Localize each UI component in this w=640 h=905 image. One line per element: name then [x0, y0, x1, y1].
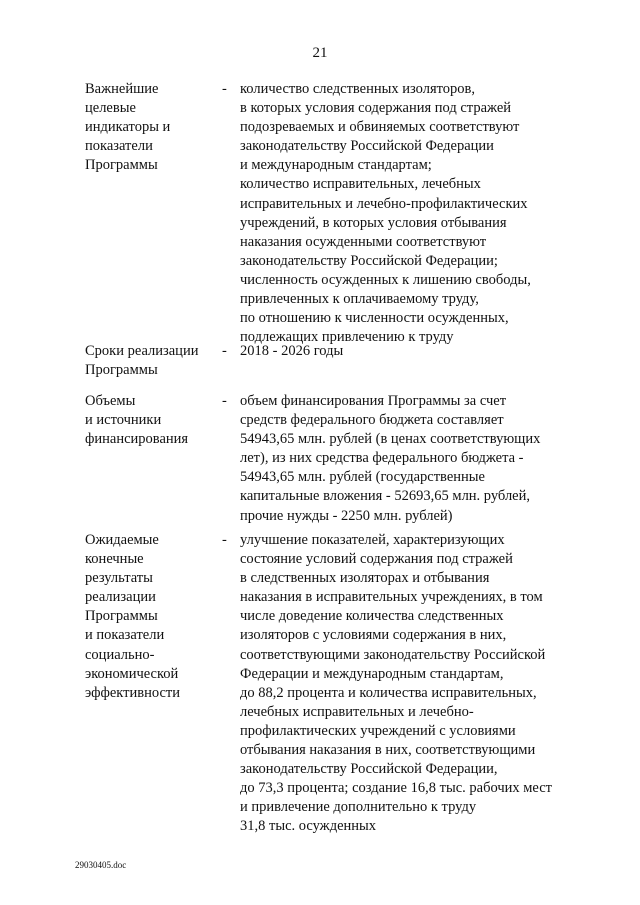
dash-separator: - [222, 81, 227, 97]
section-label: Сроки реализации Программы [85, 343, 199, 379]
dash-separator: - [222, 532, 227, 548]
section-label: Ожидаемые конечные результаты реализации Программы и показатели социально- экономической эффективности [85, 532, 180, 701]
page-number: 21 [312, 45, 328, 61]
document-filename: 29030405.doc [75, 860, 127, 870]
section-text: улучшение показателей, характеризующих состояние условий содержания под стражей в следственных изоляторах и отбывания наказания в исправительных учреждениях, в том числе доведение количества следственных изоляторов с условиями содержания в них, соответствующими законодательству Российской Федерации и международным стандартам, до 88,2 процента и количества исправительных, лечебных исправительных и лечебно- профилактических учреждений с условиями отбывания наказания в них, соответствующими законодательству Российской Федерации, до 73,3 процента; создание 16,8 тыс. рабочих мест и привлечение дополнительно к труду 31,8 тыс. осужденных [240, 532, 552, 835]
section-text: 2018 - 2026 годы [240, 343, 344, 359]
section-text: объем финансирования Программы за счет средств федерального бюджета составляет 54943,65 млн. рублей (в ценах соответствующих лет), из них средства федерального бюджета - 54943,65 млн. рублей (государственные капитальные вложения - 52693,65 млн. рублей, прочие нужды - 2250 млн. рублей) [240, 393, 541, 524]
section-text: количество следственных изоляторов, в которых условия содержания под стражей подозреваемых и обвиняемых соответствуют законодательству Российской Федерации и международным стандартам; количество исправительных, лечебных исправительных и лечебно-профилактических учреждений, в которых условия отбывания наказания осужденными соответствуют законодательству Российской Федерации; численность осужденных к лишению свободы, привлеченных к оплачиваемому труду, по отношению к численности осужденных, подлежащих привлечению к труду [240, 81, 531, 346]
section-label: Объемы и источники финансирования [85, 393, 189, 448]
dash-separator: - [222, 343, 227, 359]
dash-separator: - [222, 393, 227, 409]
section-label: Важнейшие целевые индикаторы и показатели Программы [85, 81, 171, 174]
